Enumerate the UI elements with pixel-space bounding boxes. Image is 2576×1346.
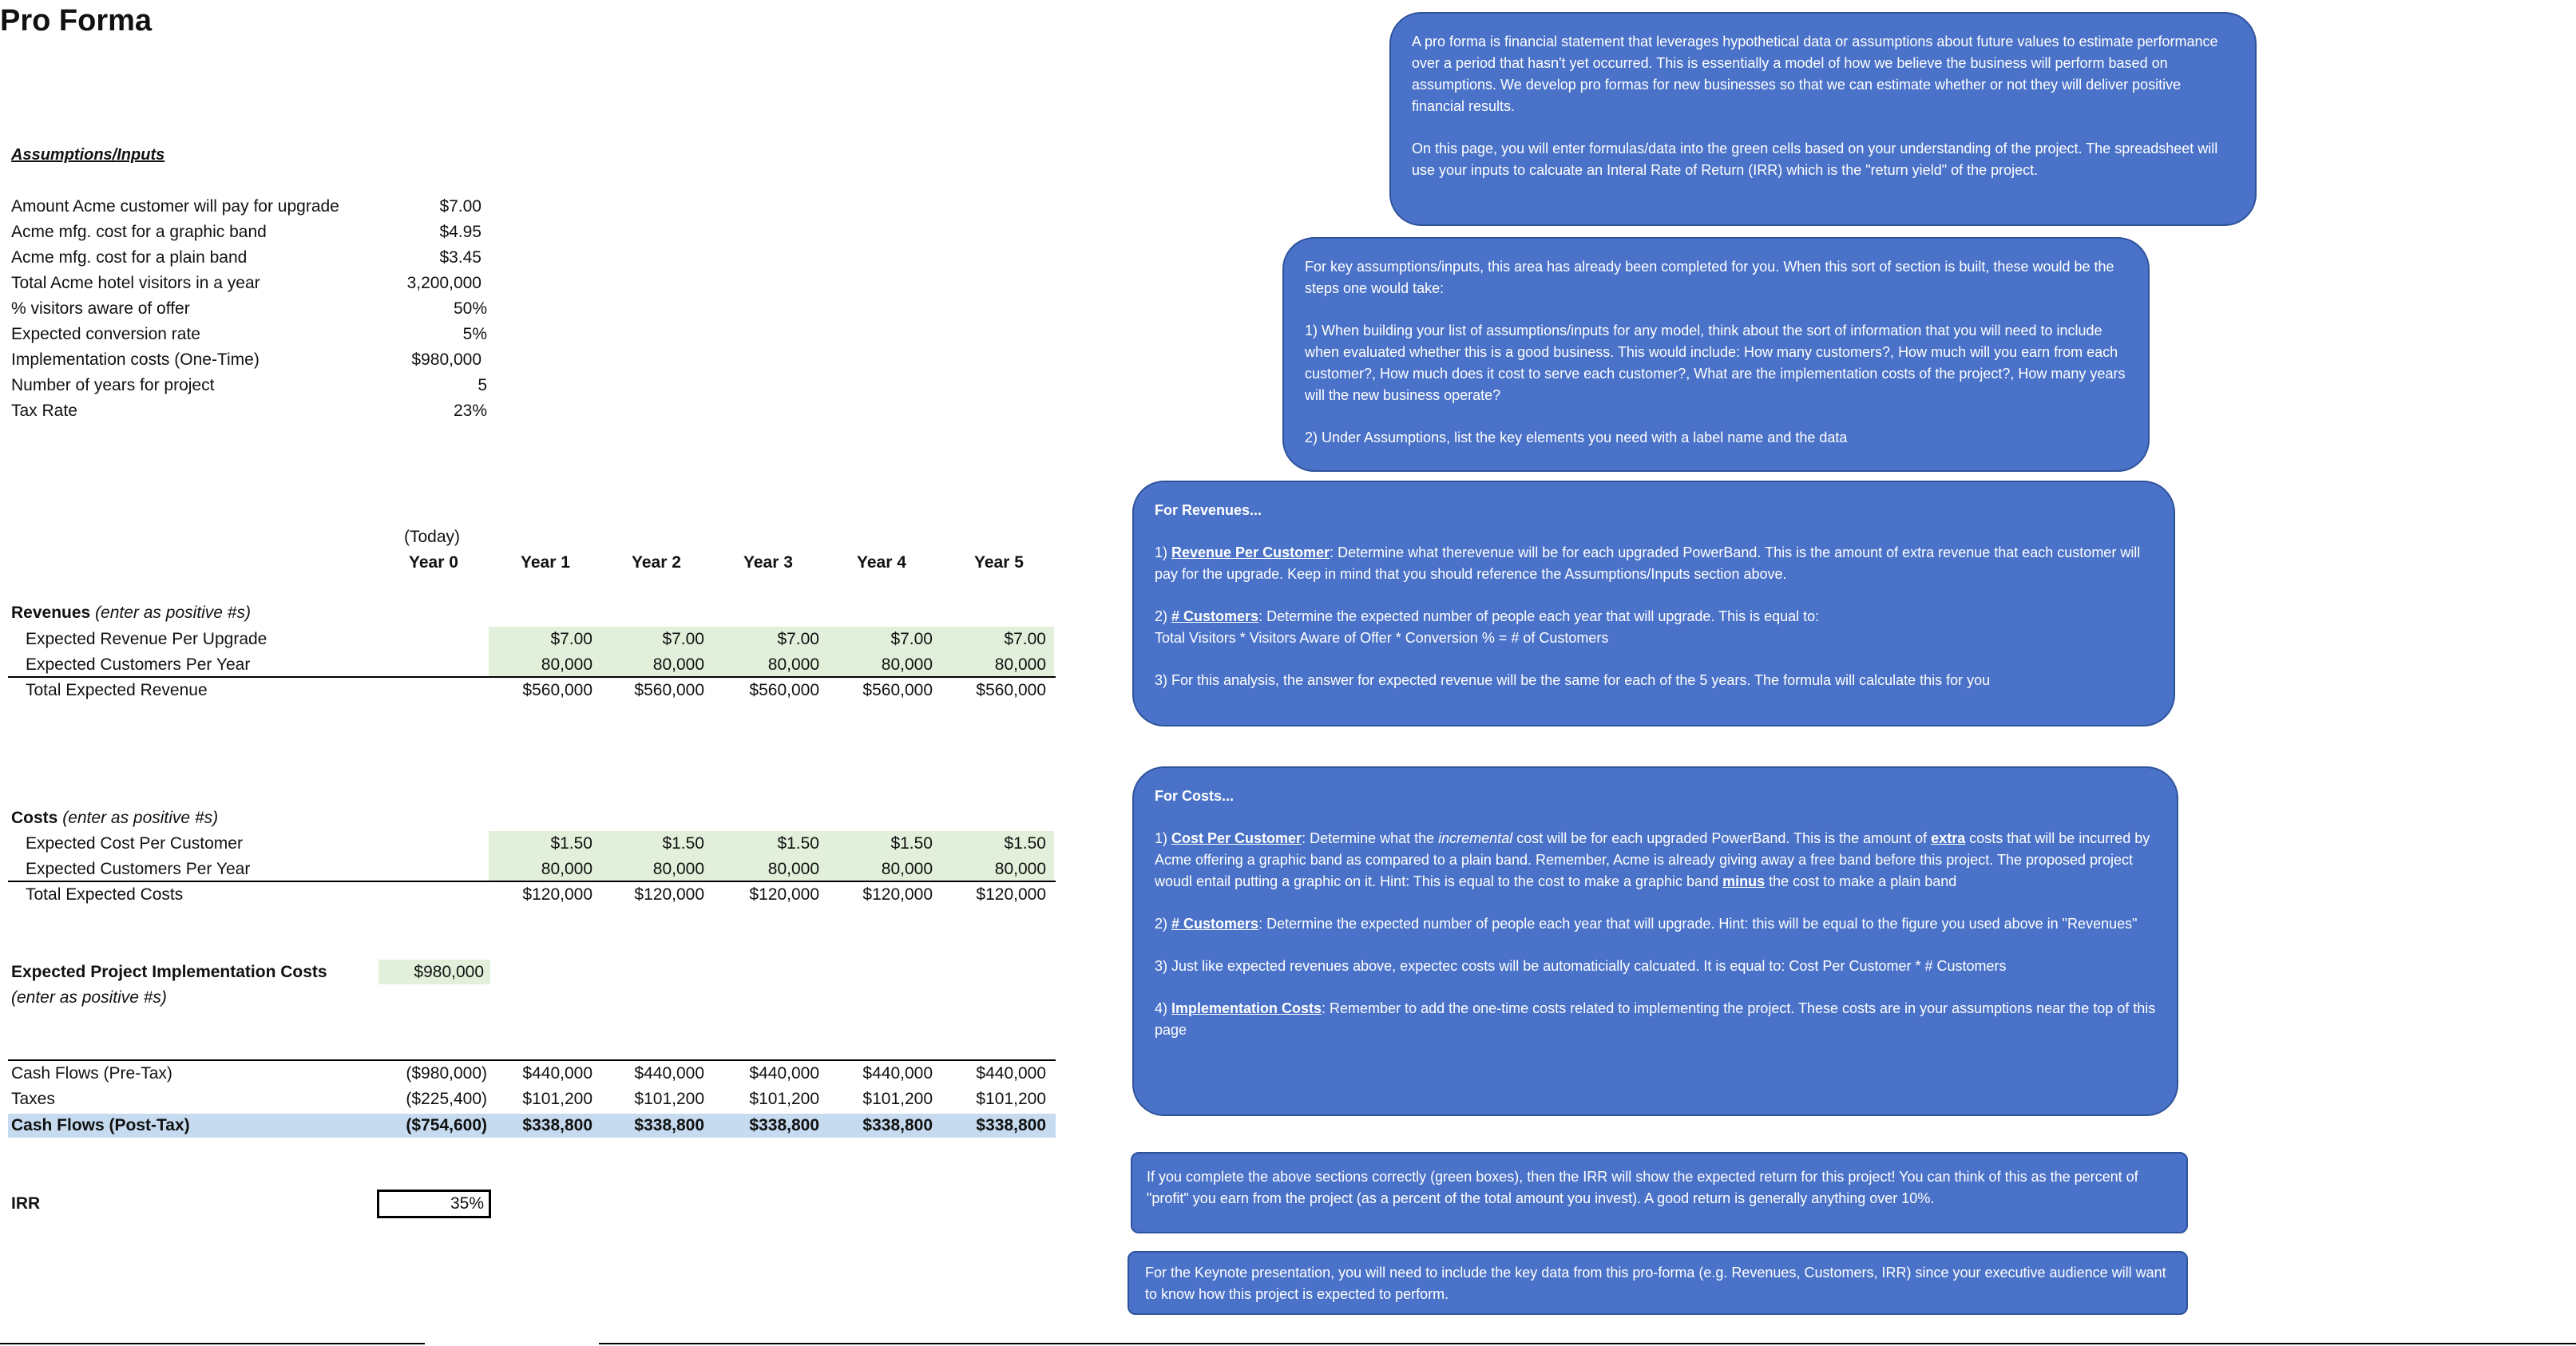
assumption-value[interactable]: $7.00 [439, 197, 482, 216]
note-revenues-item2: 2) # Customers: Determine the expected number of people each year that will upgrade. This is equal to: Total Visitors * Visitors Aware of Offer * Conversion % = # of Customers [1155, 608, 1820, 646]
note-costs-heading: For Costs... [1155, 788, 1234, 804]
note-revenues-item3: 3) For this analysis, the answer for expected revenue will be the same for each of the 5 years. The formula will calculate this for you [1155, 672, 1991, 688]
revenue-cell[interactable]: 80,000 [541, 655, 592, 674]
cost-cell[interactable]: $1.50 [777, 834, 819, 853]
revenue-cell[interactable]: 80,000 [767, 655, 819, 674]
cost-cell[interactable]: $1.50 [662, 834, 704, 853]
cost-row-label: Expected Customers Per Year [26, 860, 251, 878]
cashflow-row-label: Cash Flows (Post-Tax) [11, 1116, 190, 1134]
assumption-value[interactable]: 3,200,000 [406, 274, 482, 292]
column-header-year3: Year 3 [743, 553, 793, 572]
note-assumptions-p1: For key assumptions/inputs, this area has already been completed for you. When this sort of section is built, these would be the steps one would take: [1305, 259, 2114, 296]
cost-cell[interactable]: $120,000 [749, 885, 819, 904]
note-revenues [1132, 481, 2175, 726]
revenue-cell[interactable]: $560,000 [749, 681, 819, 699]
cost-cell[interactable]: 80,000 [767, 860, 819, 878]
cost-cell[interactable]: $1.50 [1004, 834, 1046, 853]
implementation-value: $980,000 [414, 963, 484, 981]
note-intro-p1: A pro forma is financial statement that leverages hypothetical data or assumptions about future values to estimate performance over a period that hasn't yet occurred. This is essentially a model of how we believe the business will perform based on assumptions. We develop pro formas for new businesses so that we can estimate whether or not they will deliver positive financial results. [1412, 34, 2218, 114]
revenue-cell[interactable]: 80,000 [881, 655, 933, 674]
cashflow-cell[interactable]: $338,800 [522, 1116, 592, 1134]
cost-cell[interactable]: $1.50 [550, 834, 592, 853]
cashflow-cell[interactable]: $440,000 [862, 1064, 933, 1083]
note-irr [1131, 1152, 2188, 1233]
note-costs-item4: 4) Implementation Costs: Remember to add the one-time costs related to implementing the project. These costs are in your assumptions near the top of this page [1155, 1000, 2156, 1038]
assumption-value[interactable]: $3.45 [439, 248, 482, 267]
cashflow-cell[interactable]: $440,000 [976, 1064, 1046, 1083]
cost-cell[interactable]: $120,000 [634, 885, 704, 904]
note-revenues-heading: For Revenues... [1155, 502, 1262, 518]
assumption-value[interactable]: 5% [462, 325, 487, 343]
revenue-cell[interactable]: $560,000 [634, 681, 704, 699]
cost-cell[interactable]: $120,000 [862, 885, 933, 904]
cost-cell[interactable]: $120,000 [522, 885, 592, 904]
bottom-rule-left [0, 1343, 425, 1344]
implementation-input-cell[interactable] [378, 960, 490, 984]
revenue-cell[interactable]: $7.00 [890, 630, 933, 648]
assumption-label: Tax Rate [11, 402, 77, 420]
revenue-row-label: Expected Revenue Per Upgrade [26, 630, 268, 648]
column-header-year2: Year 2 [632, 553, 681, 572]
column-header-year4: Year 4 [857, 553, 906, 572]
note-costs-item1: 1) Cost Per Customer: Determine what the incremental cost will be for each upgraded PowerBand. This is the amount of extra costs that will be incurred by Acme offering a graphic band as compared to a plain band. Remember, Acme is already giving away a free band before this project. The proposed project woudl entail putting a graphic on it. Hint: This is equal to the cost to make a graphic band minus the cost to make a plain band [1155, 830, 2150, 889]
assumption-label: % visitors aware of offer [11, 299, 190, 318]
column-header-year5: Year 5 [974, 553, 1024, 572]
page-title: Pro Forma [0, 4, 153, 38]
revenue-cell[interactable]: $560,000 [522, 681, 592, 699]
cashflow-cell[interactable]: ($225,400) [406, 1090, 487, 1108]
cost-cell[interactable]: 80,000 [652, 860, 704, 878]
implementation-label: Expected Project Implementation Costs [11, 963, 327, 981]
costs-heading: Costs (enter as positive #s) [11, 809, 219, 827]
cost-cell[interactable]: 80,000 [994, 860, 1046, 878]
cashflow-cell[interactable]: $101,200 [976, 1090, 1046, 1108]
revenues-heading: Revenues (enter as positive #s) [11, 604, 251, 622]
note-keynote [1127, 1251, 2188, 1315]
cashflow-row-label: Cash Flows (Pre-Tax) [11, 1064, 172, 1083]
assumption-label: Expected conversion rate [11, 325, 200, 343]
irr-label: IRR [11, 1194, 41, 1213]
cashflow-cell[interactable]: $101,200 [862, 1090, 933, 1108]
cashflow-row-label: Taxes [11, 1090, 55, 1108]
assumption-value[interactable]: 23% [453, 402, 487, 420]
note-intro [1389, 12, 2257, 226]
cashflow-cell[interactable]: $101,200 [522, 1090, 592, 1108]
note-irr-text: If you complete the above sections correctly (green boxes), then the IRR will show the expected return for this project! You can think of this as the percent of "profit" you earn from the project (as a percent of the total amount you invest). A good return is generally anything over 10%. [1147, 1169, 2138, 1206]
cost-cell[interactable]: $1.50 [890, 834, 933, 853]
cashflow-cell[interactable]: $101,200 [634, 1090, 704, 1108]
note-assumptions-p3: 2) Under Assumptions, list the key elements you need with a label name and the data [1305, 430, 1848, 445]
column-header-year0: Year 0 [409, 553, 458, 572]
revenue-row-label: Expected Customers Per Year [26, 655, 251, 674]
assumption-label: Total Acme hotel visitors in a year [11, 274, 260, 292]
column-header-year1: Year 1 [521, 553, 570, 572]
note-revenues-item1: 1) Revenue Per Customer: Determine what therevenue will be for each upgraded PowerBand. This is the amount of extra revenue that each customer will pay for the upgrade. Keep in mind that you should reference the Assumptions/Inputs section above. [1155, 544, 2141, 582]
revenue-cell[interactable]: $7.00 [550, 630, 592, 648]
cashflow-cell[interactable]: $338,800 [634, 1116, 704, 1134]
revenue-cell[interactable]: 80,000 [652, 655, 704, 674]
note-costs-item3: 3) Just like expected revenues above, expectec costs will be automaticially calcuated. It is equal to: Cost Per Customer * # Customers [1155, 958, 2007, 974]
revenue-cell[interactable]: 80,000 [994, 655, 1046, 674]
assumption-label: Acme mfg. cost for a graphic band [11, 223, 267, 241]
cashflow-cell[interactable]: $440,000 [634, 1064, 704, 1083]
cost-row-label: Total Expected Costs [26, 885, 184, 904]
assumption-label: Implementation costs (One-Time) [11, 350, 260, 369]
assumption-value[interactable]: 50% [453, 299, 487, 318]
revenue-cell[interactable]: $7.00 [1004, 630, 1046, 648]
revenue-cell[interactable]: $7.00 [662, 630, 704, 648]
assumption-value[interactable]: $4.95 [439, 223, 482, 241]
cashflow-cell[interactable]: ($980,000) [406, 1064, 487, 1083]
cashflow-cell[interactable]: $338,800 [862, 1116, 933, 1134]
cashflow-cell[interactable]: ($754,600) [406, 1116, 487, 1134]
note-intro-p2: On this page, you will enter formulas/data into the green cells based on your understanding of the project. The spreadsheet will use your inputs to calcuate an Interal Rate of Return (IRR) which is the "return yield" of the project. [1412, 141, 2218, 178]
cashflow-cell[interactable]: $101,200 [749, 1090, 819, 1108]
cost-cell[interactable]: 80,000 [881, 860, 933, 878]
note-keynote-text: For the Keynote presentation, you will need to include the key data from this pro-forma (e.g. Revenues, Customers, IRR) since your executive audience will want to know how this project is expected to perform. [1145, 1265, 2166, 1302]
cost-row-label: Expected Cost Per Customer [26, 834, 243, 853]
assumption-label: Number of years for project [11, 376, 215, 394]
revenue-cell[interactable]: $560,000 [862, 681, 933, 699]
implementation-note: (enter as positive #s) [11, 988, 167, 1007]
cashflow-cell[interactable]: $338,800 [976, 1116, 1046, 1134]
cost-cell[interactable]: $120,000 [976, 885, 1046, 904]
revenue-cell[interactable]: $7.00 [777, 630, 819, 648]
assumption-value[interactable]: 5 [478, 376, 487, 394]
bottom-rule-right [599, 1343, 2576, 1344]
note-assumptions-p2: 1) When building your list of assumptions/inputs for any model, think about the sort of information that you will need to include when evaluated whether this is a good business. This would include: How many customers?, How much will you earn from each customer?, How much does it cost to serve each customer?, What are the implementation costs of the project?, How many years will the new business operate? [1305, 323, 2126, 403]
revenue-cell[interactable]: $560,000 [976, 681, 1046, 699]
note-costs-item2: 2) # Customers: Determine the expected number of people each year that will upgrade. Hint: this will be equal to the figure you used above in "Revenues" [1155, 916, 2138, 932]
assumption-label: Acme mfg. cost for a plain band [11, 248, 248, 267]
irr-value: 35% [450, 1194, 484, 1213]
note-costs [1132, 766, 2178, 1116]
cost-cell[interactable]: 80,000 [541, 860, 592, 878]
assumption-value[interactable]: $980,000 [411, 350, 482, 369]
today-label: (Today) [404, 528, 461, 546]
cashflow-cell[interactable]: $440,000 [522, 1064, 592, 1083]
cashflow-cell[interactable]: $440,000 [749, 1064, 819, 1083]
assumptions-heading: Assumptions/Inputs [11, 146, 165, 164]
cashflow-cell[interactable]: $338,800 [749, 1116, 819, 1134]
revenue-row-label: Total Expected Revenue [26, 681, 208, 699]
irr-cell[interactable] [377, 1190, 491, 1218]
assumption-label: Amount Acme customer will pay for upgrade [11, 197, 339, 216]
note-assumptions [1282, 237, 2150, 472]
